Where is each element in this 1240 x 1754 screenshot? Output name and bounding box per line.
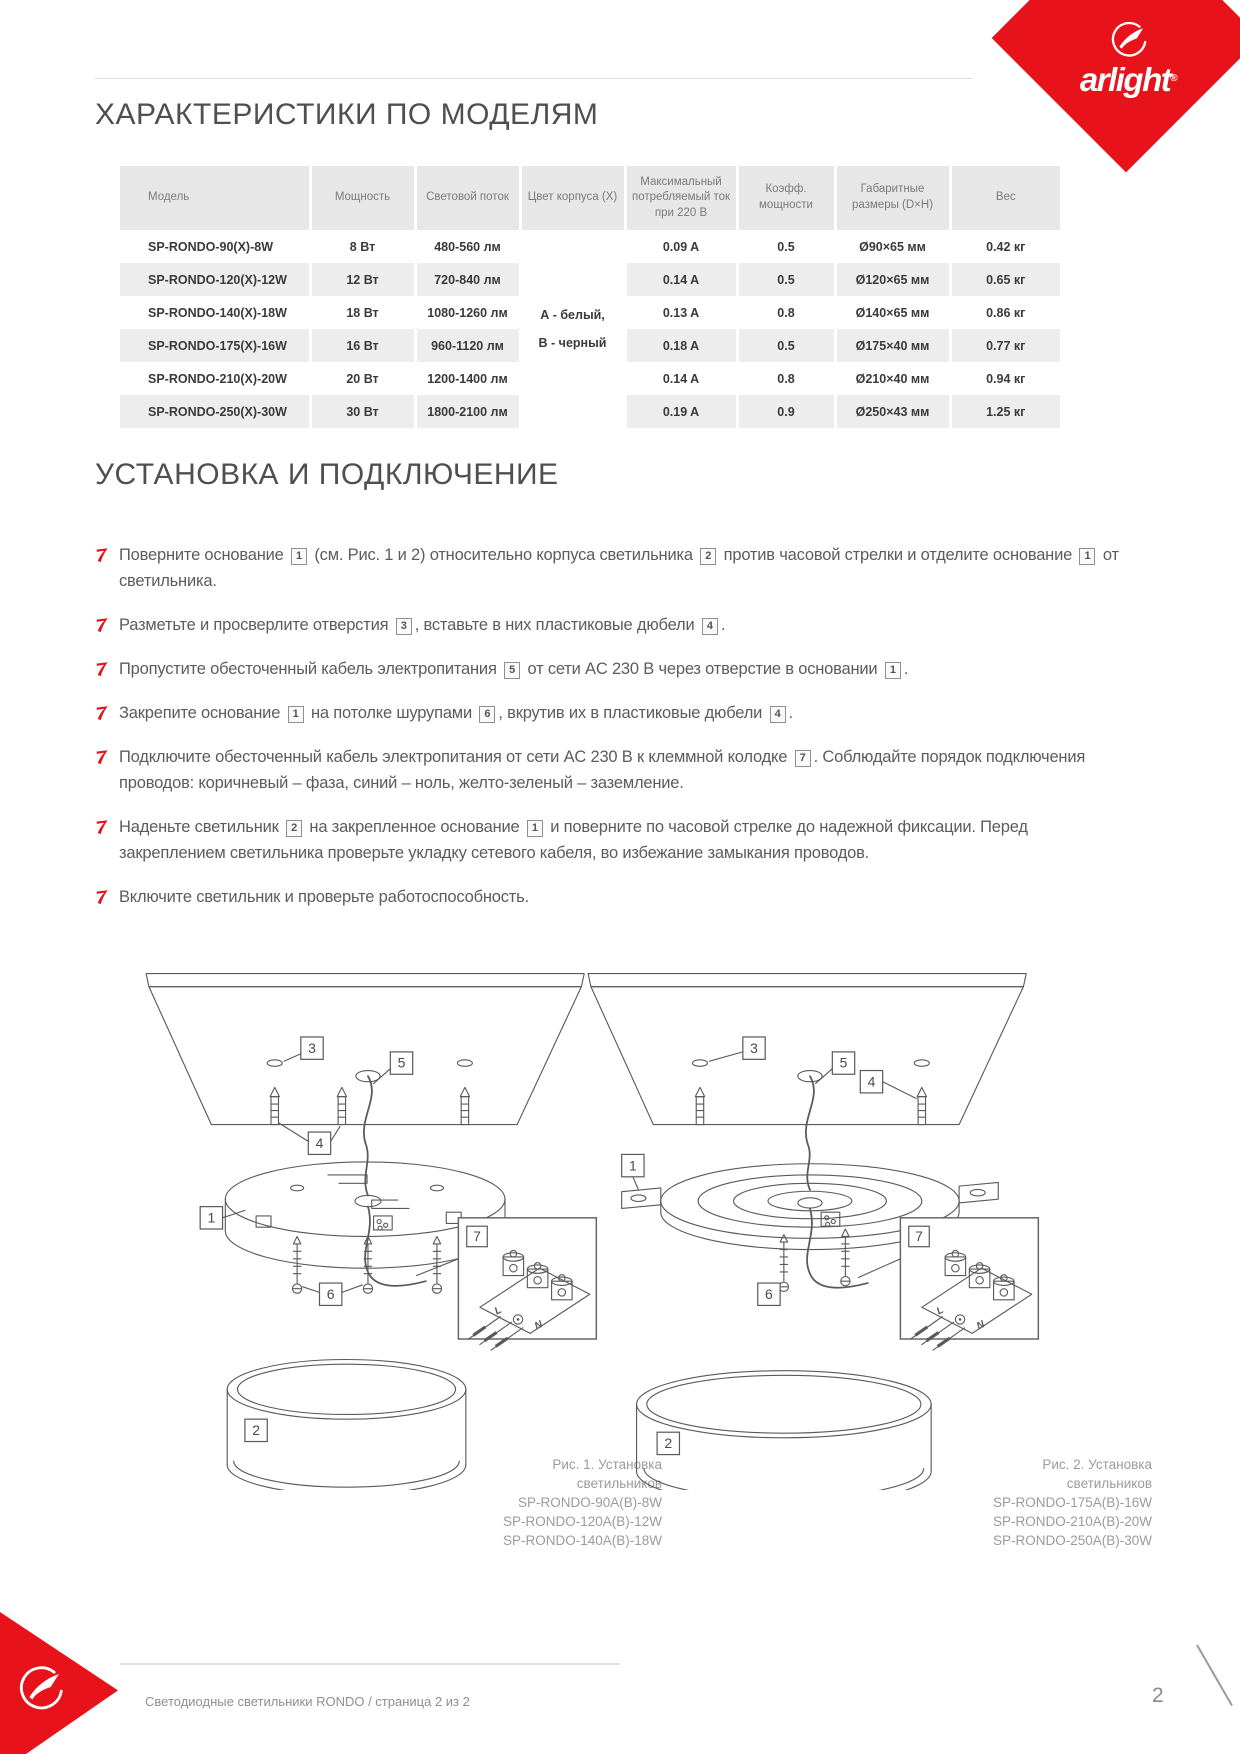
install-step-text: Пропустите обесточенный кабель электропитания 5 от сети AC 230 В через отверстие в основании 1 .	[119, 660, 909, 678]
figure-2-diagram	[560, 968, 1045, 1490]
cell-dimensions: Ø210×40 мм	[835, 362, 950, 395]
cell-weight: 0.65 кг	[950, 263, 1060, 296]
ceiling	[588, 974, 1026, 1125]
cell-power: 8 Вт	[310, 230, 415, 263]
install-step	[96, 884, 1136, 910]
install-step	[96, 744, 1136, 796]
figure-2-caption	[993, 1455, 1152, 1550]
ref-number-box: 5	[504, 662, 520, 679]
step-arrow-icon	[96, 662, 109, 677]
step-arrow-icon	[96, 706, 109, 721]
cell-power-factor: 0.5	[737, 263, 835, 296]
figure-caption-line: SP-RONDO-120A(B)-12W	[502, 1514, 662, 1529]
install-step-text: Подключите обесточенный кабель электропитания от сети AC 230 В к клеммной колодке 7 . Соблюдайте порядок подключения проводов: коричневый – фаза, синий – ноль, желто-зеленый – заземление.	[119, 748, 1086, 792]
cell-power: 16 Вт	[310, 329, 415, 362]
label-3: 3	[750, 1039, 758, 1056]
col-header-flux: Световой поток	[415, 166, 520, 230]
cell-flux: 1200-1400 лм	[415, 362, 520, 395]
col-header-body-color: Цвет корпуса (X)	[520, 166, 625, 230]
page-number-slash	[1196, 1645, 1233, 1707]
figure-caption-line: SP-RONDO-90A(B)-8W	[517, 1495, 662, 1510]
ref-number-box: 1	[885, 662, 901, 679]
cell-power: 12 Вт	[310, 263, 415, 296]
terminal-block-inset	[900, 1218, 1038, 1350]
install-step-text: Поверните основание 1 (см. Рис. 1 и 2) относительно корпуса светильника 2 против часовой стрелки и отделите основание 1 от светильника.	[119, 546, 1119, 590]
cell-flux: 480-560 лм	[415, 230, 520, 263]
col-header-dimensions: Габаритные размеры (D×H)	[835, 166, 950, 230]
label-6: 6	[765, 1285, 773, 1302]
cell-power-factor: 0.9	[737, 395, 835, 428]
label-7: 7	[915, 1228, 923, 1245]
label-1: 1	[207, 1209, 216, 1226]
install-step-text: Закрепите основание 1 на потолке шурупами 6 , вкрутив их в пластиковые дюбели 4 .	[119, 704, 793, 722]
ref-number-box: 6	[479, 706, 495, 723]
specs-table	[120, 166, 1060, 428]
page-number: 2	[1152, 1684, 1164, 1707]
cell-dimensions: Ø90×65 мм	[835, 230, 950, 263]
label-6: 6	[326, 1285, 335, 1302]
figure-caption-line: SP-RONDO-140A(B)-18W	[502, 1533, 662, 1548]
figure-caption-line: Рис. 2. Установка	[1042, 1457, 1152, 1472]
install-section-title: УСТАНОВКА И ПОДКЛЮЧЕНИЕ	[95, 458, 559, 491]
cell-weight: 0.42 кг	[950, 230, 1060, 263]
cell-current: 0.14 A	[625, 263, 737, 296]
figure-caption-line: светильников	[576, 1476, 662, 1491]
figure-1-diagram	[118, 968, 603, 1490]
cell-dimensions: Ø175×40 мм	[835, 329, 950, 362]
cell-power-factor: 0.8	[737, 296, 835, 329]
terminal-letter-n: N	[533, 1319, 545, 1333]
ref-number-box: 2	[286, 820, 302, 837]
cell-current: 0.09 A	[625, 230, 737, 263]
install-step-text: Наденьте светильник 2 на закрепленное основание 1 и поверните по часовой стрелке до надежной фиксации. Перед закреплением светильника проверьте укладку сетевого кабеля, во избежание замыкания проводов.	[119, 818, 1028, 862]
lamp-body	[637, 1371, 932, 1490]
body-color-option-b: В - черный	[538, 336, 607, 350]
install-step-text: Включите светильник и проверьте работоспособность.	[119, 888, 529, 906]
install-step	[96, 814, 1136, 866]
cell-power: 20 Вт	[310, 362, 415, 395]
cell-current: 0.18 A	[625, 329, 737, 362]
specs-section-title: ХАРАКТЕРИСТИКИ ПО МОДЕЛЯМ	[95, 98, 599, 131]
label-5: 5	[397, 1054, 406, 1071]
header-divider	[95, 78, 973, 79]
ref-number-box: 3	[396, 618, 412, 635]
ref-number-box: 1	[291, 548, 307, 565]
ref-number-box: 2	[700, 548, 716, 565]
ref-number-box: 7	[795, 750, 811, 767]
cell-weight: 0.94 кг	[950, 362, 1060, 395]
cell-power: 30 Вт	[310, 395, 415, 428]
cell-flux: 960-1120 лм	[415, 329, 520, 362]
terminal-letter-n: N	[975, 1319, 987, 1333]
cell-weight: 0.86 кг	[950, 296, 1060, 329]
ref-number-box: 4	[702, 618, 718, 635]
label-3: 3	[308, 1039, 316, 1056]
col-header-power: Мощность	[310, 166, 415, 230]
step-arrow-icon	[96, 890, 109, 905]
terminal-letter-l: L	[934, 1304, 946, 1318]
figure-caption-line: SP-RONDO-250A(B)-30W	[992, 1533, 1152, 1548]
power-cable	[364, 1076, 372, 1195]
cell-model: SP-RONDO-250(X)-30W	[120, 395, 310, 428]
cell-current: 0.19 A	[625, 395, 737, 428]
ref-number-box: 1	[527, 820, 543, 837]
brand-logo	[1042, 20, 1214, 98]
body-color-option-a: А - белый,	[540, 308, 605, 322]
install-step-text: Разметьте и просверлите отверстия 3 , вставьте в них пластиковые дюбели 4 .	[119, 616, 726, 634]
label-4: 4	[867, 1073, 876, 1090]
cell-current: 0.13 A	[625, 296, 737, 329]
footer-text: Светодиодные светильники RONDO / страница 2 из 2	[145, 1694, 470, 1709]
cell-model: SP-RONDO-175(X)-16W	[120, 329, 310, 362]
label-1: 1	[628, 1157, 637, 1174]
cell-model: SP-RONDO-90(X)-8W	[148, 239, 274, 254]
install-step	[96, 700, 1136, 726]
figure-caption-line: светильников	[1066, 1476, 1152, 1491]
cell-flux: 1800-2100 лм	[415, 395, 520, 428]
footer-divider	[120, 1663, 620, 1665]
step-arrow-icon	[96, 820, 109, 835]
power-cable	[806, 1076, 814, 1190]
col-header-power-factor: Коэфф. мощности	[737, 166, 835, 230]
install-step	[96, 542, 1136, 594]
arlight-swoosh-icon	[1107, 20, 1149, 62]
cell-dimensions: Ø140×65 мм	[835, 296, 950, 329]
install-step	[96, 612, 1136, 638]
figure-caption-line: SP-RONDO-210A(B)-20W	[992, 1514, 1152, 1529]
cell-current: 0.14 A	[625, 362, 737, 395]
cell-model: SP-RONDO-210(X)-20W	[148, 371, 287, 386]
ceiling	[146, 974, 584, 1125]
figure-caption-line: Рис. 1. Установка	[552, 1457, 662, 1472]
cell-power-factor: 0.8	[737, 362, 835, 395]
step-arrow-icon	[96, 750, 109, 765]
cell-power-factor: 0.5	[737, 230, 835, 263]
cell-weight: 0.77 кг	[950, 329, 1060, 362]
figure-caption-line: SP-RONDO-175A(B)-16W	[992, 1495, 1152, 1510]
cell-power: 18 Вт	[310, 296, 415, 329]
arlight-swoosh-icon	[14, 1664, 66, 1716]
cell-model: SP-RONDO-140(X)-18W	[148, 305, 287, 320]
install-step	[96, 656, 1136, 682]
cell-dimensions: Ø120×65 мм	[835, 263, 950, 296]
cell-body-color	[520, 230, 625, 428]
label-2: 2	[664, 1435, 673, 1452]
table-header-row	[120, 166, 1060, 230]
brand-wordmark: arlight®	[1079, 61, 1177, 98]
col-header-model: Модель	[120, 166, 310, 230]
ref-number-box: 1	[1079, 548, 1095, 565]
label-2: 2	[252, 1422, 260, 1439]
ref-number-box: 1	[288, 706, 304, 723]
cell-flux: 720-840 лм	[415, 263, 520, 296]
cell-dimensions: Ø250×43 мм	[835, 395, 950, 428]
table-row	[120, 230, 1060, 263]
step-arrow-icon	[96, 618, 109, 633]
cell-flux: 1080-1260 лм	[415, 296, 520, 329]
col-header-weight: Вес	[950, 166, 1060, 230]
label-4: 4	[315, 1134, 324, 1151]
terminal-letter-l: L	[492, 1304, 504, 1318]
cell-power-factor: 0.5	[737, 329, 835, 362]
label-7: 7	[473, 1228, 481, 1245]
col-header-current: Максимальный потребляемый ток при 220 В	[625, 166, 737, 230]
step-arrow-icon	[96, 548, 109, 563]
figure-2	[560, 968, 1160, 1578]
cell-model: SP-RONDO-120(X)-12W	[120, 263, 310, 296]
label-5: 5	[839, 1054, 848, 1071]
cell-weight: 1.25 кг	[950, 395, 1060, 428]
ref-number-box: 4	[770, 706, 786, 723]
install-steps	[96, 542, 1136, 928]
